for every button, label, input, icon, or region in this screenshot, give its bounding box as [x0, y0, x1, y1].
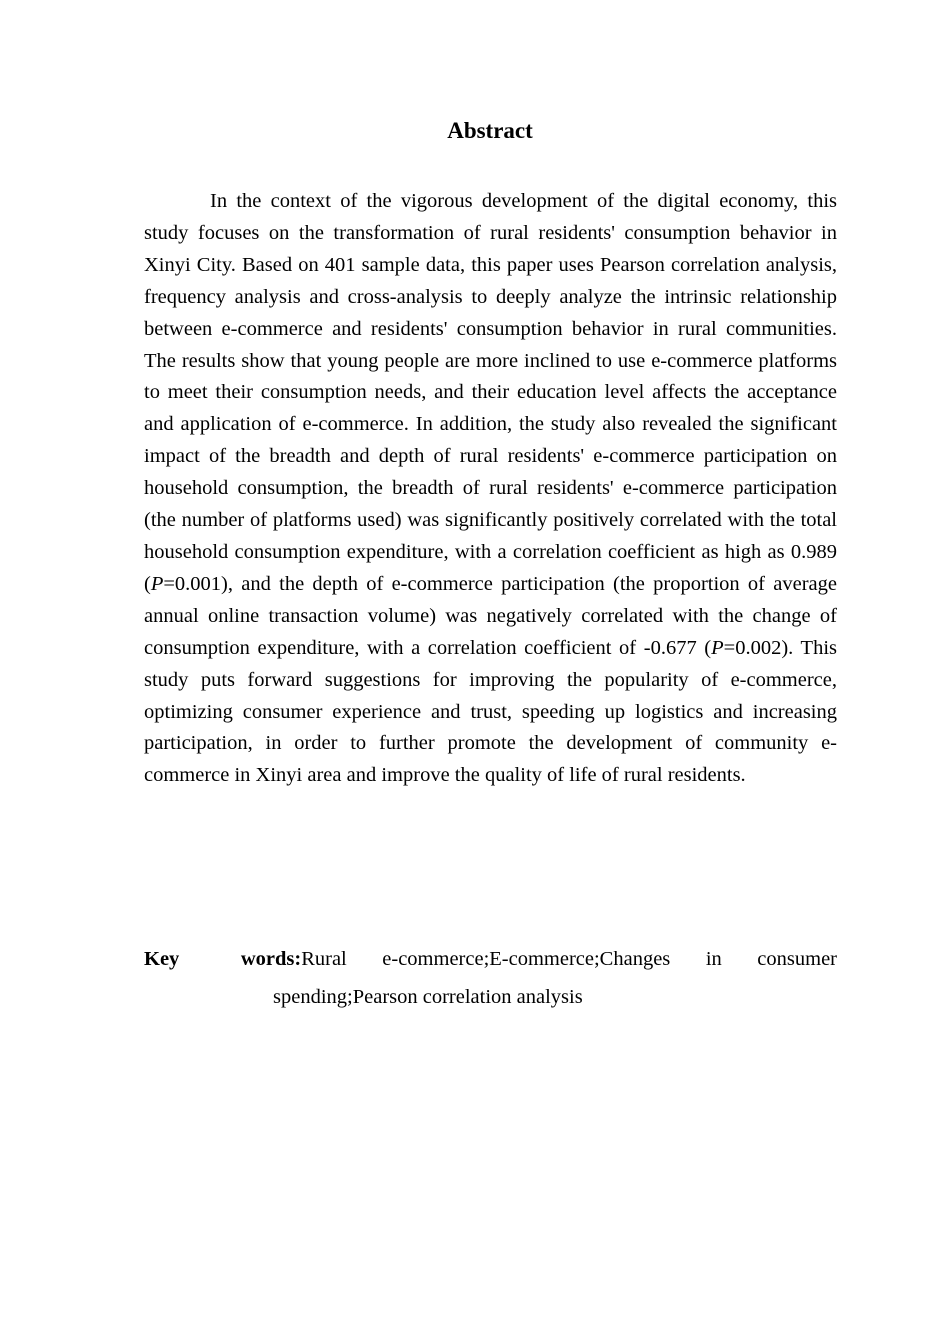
abstract-text-part-3: =0.002). This study puts forward suggestions for improving the popularity of e-commerce, optimizing consumer experience and trust, speeding up logistics and increasing participation, in order to further promote the development of community e-commerce in Xinyi area and improve the quality of life of rural residents. [144, 636, 837, 787]
p-value-symbol-2: P [711, 636, 724, 659]
abstract-text-part-2: =0.001), and the depth of e-commerce participation (the proportion of average annual online transaction volume) was negatively correlated with the change of consumption expenditure, with a correlation coefficient of -0.677 ( [144, 572, 837, 659]
keywords-text: Rural e-commerce;E-commerce;Changes in consumer spending;Pearson correlation analysis [273, 948, 837, 1008]
abstract-text-part-1: In the context of the vigorous development of the digital economy, this study focuses on the transformation of rural residents' consumption behavior in Xinyi City. Based on 401 sample data, this paper uses Pearson correlation analysis, frequency analysis and cross-analysis to deeply analyze the intrinsic relationship between e-commerce and residents' consumption behavior in rural communities. The results show that young people are more inclined to use e-commerce platforms to meet their consumption needs, and their education level affects the acceptance and application of e-commerce. In addition, the study also revealed the significant impact of the breadth and depth of rural residents' e-commerce participation on household consumption, the breadth of rural residents' e-commerce participation (the number of platforms used) was significantly positively correlated with the total household consumption expenditure, with a correlation coefficient as high as 0.989 ( [144, 190, 837, 595]
p-value-symbol-1: P [150, 572, 164, 595]
keywords-line [144, 940, 837, 1016]
page-title: Abstract [447, 118, 533, 143]
abstract-paragraph [144, 186, 837, 792]
keywords-label: Key words: [144, 948, 302, 970]
